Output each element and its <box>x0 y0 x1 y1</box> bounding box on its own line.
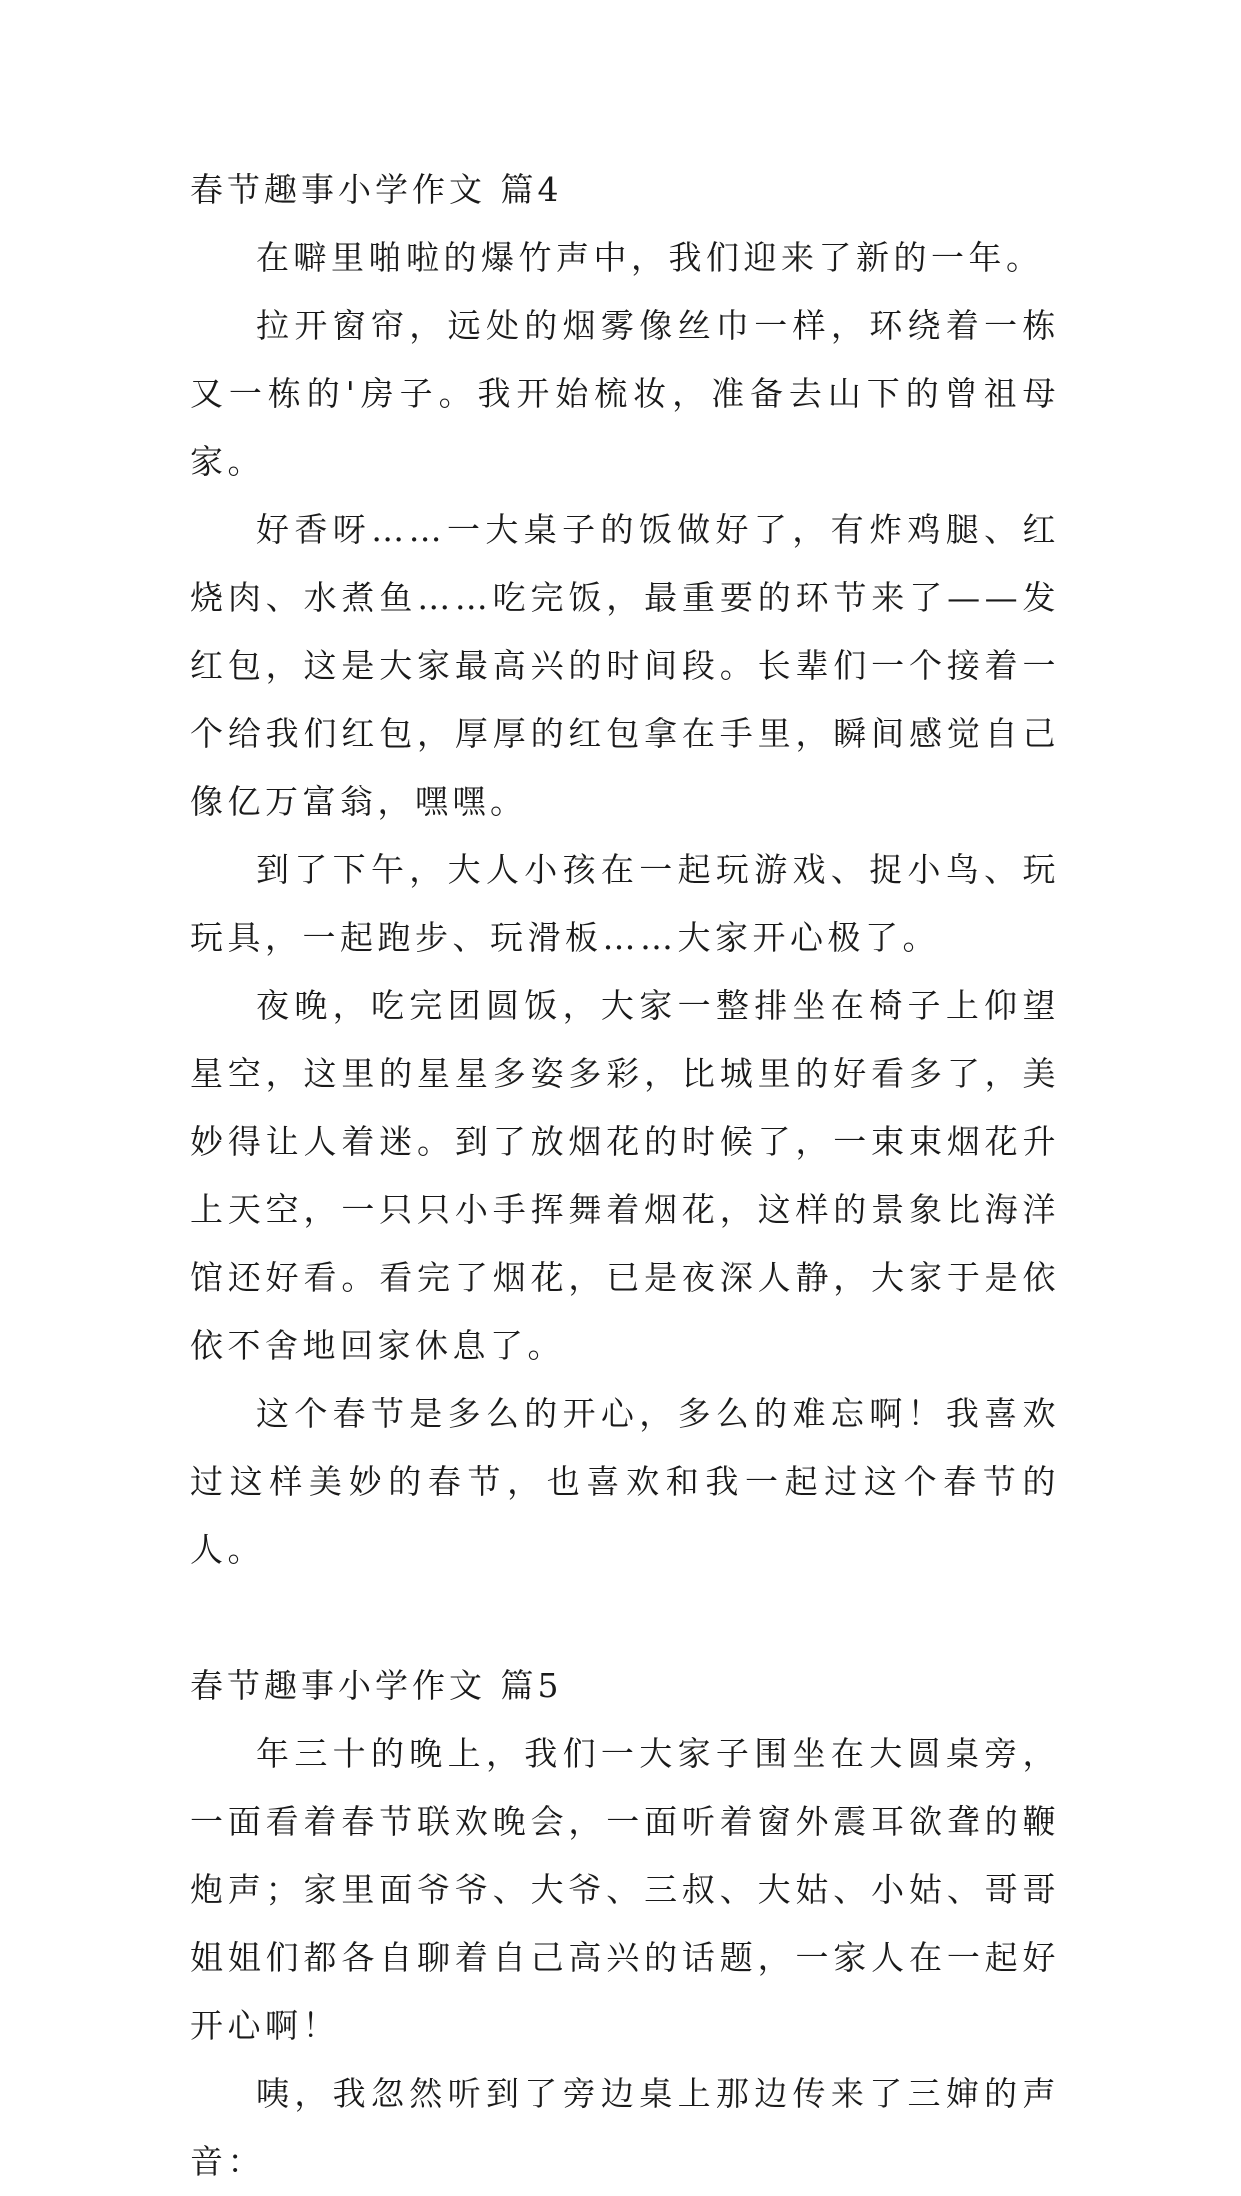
document-body <box>190 156 1060 2196</box>
section-spacer <box>190 1584 1060 1652</box>
section-title-5: 春节趣事小学作文 篇5 <box>190 1666 563 1705</box>
paragraph: 年三十的晚上，我们一大家子围坐在大圆桌旁，一面看着春节联欢晚会，一面听着窗外震耳欲聋的鞭炮声；家里面爷爷、大爷、三叔、大姑、小姑、哥哥姐姐们都各自聊着自己高兴的话题，一家人在一起好开心啊！ <box>190 1734 1060 2045</box>
paragraph: 在噼里啪啦的爆竹声中，我们迎来了新的一年。 <box>256 238 1044 277</box>
paragraph: 好香呀……一大桌子的饭做好了，有炸鸡腿、红烧肉、水煮鱼……吃完饭，最重要的环节来了——发红包，这是大家最高兴的时间段。长辈们一个接着一个给我们红包，厚厚的红包拿在手里，瞬间感觉自己像亿万富翁，嘿嘿。 <box>190 510 1060 821</box>
paragraph: 到了下午，大人小孩在一起玩游戏、捉小鸟、玩玩具，一起跑步、玩滑板……大家开心极了。 <box>190 850 1060 957</box>
section-title-4: 春节趣事小学作文 篇4 <box>190 170 563 209</box>
paragraph: 夜晚，吃完团圆饭，大家一整排坐在椅子上仰望星空，这里的星星多姿多彩，比城里的好看多了，美妙得让人着迷。到了放烟花的时候了，一束束烟花升上天空，一只只小手挥舞着烟花，这样的景象比海洋馆还好看。看完了烟花，已是夜深人静，大家于是依依不舍地回家休息了。 <box>190 986 1060 1365</box>
paragraph: 咦，我忽然听到了旁边桌上那边传来了三婶的声音： <box>190 2074 1060 2181</box>
paragraph: 拉开窗帘，远处的烟雾像丝巾一样，环绕着一栋又一栋的'房子。我开始梳妆，准备去山下的曾祖母家。 <box>190 306 1060 481</box>
paragraph: 这个春节是多么的开心，多么的难忘啊！我喜欢过这样美妙的春节，也喜欢和我一起过这个春节的人。 <box>190 1394 1060 1569</box>
